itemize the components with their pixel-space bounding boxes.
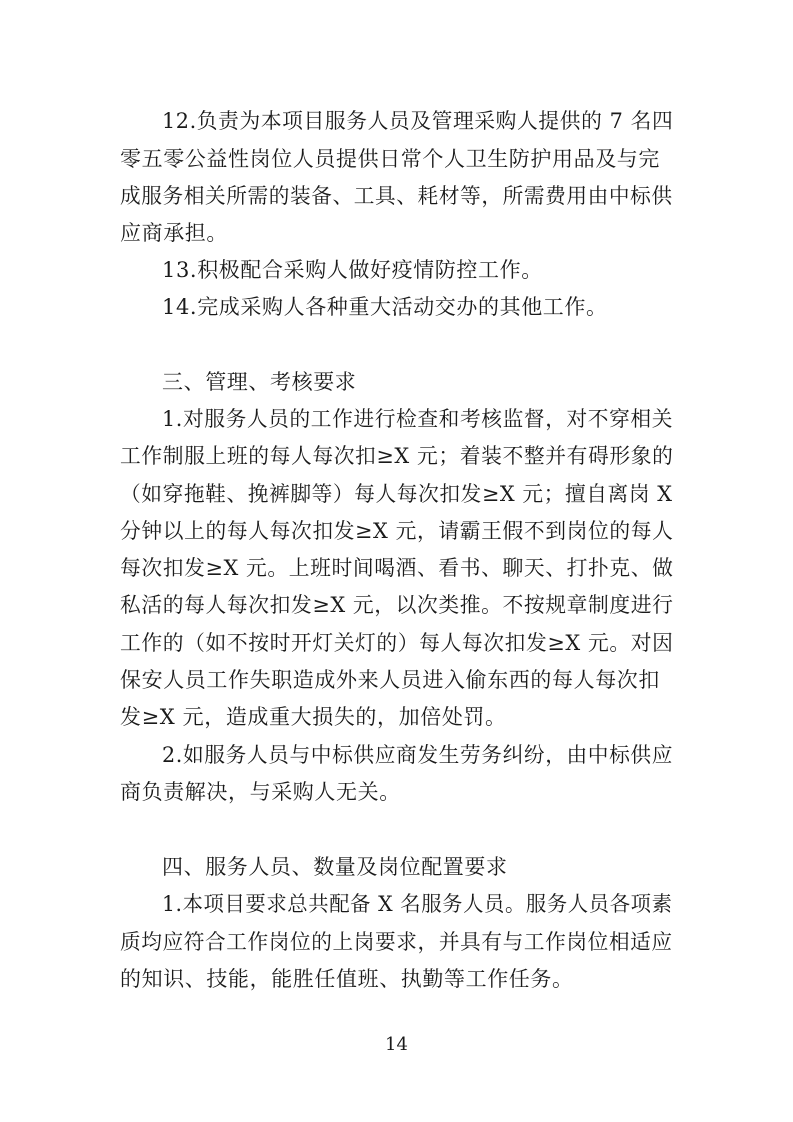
section-3-item-1-line-1: 1.对服务人员的工作进行检查和考核监督，对不穿相关 [162,407,674,431]
item-12-line-1: 12.负责为本项目服务人员及管理采购人提供的 7 名四 [162,109,674,133]
section-3-item-2-line-1: 2.如服务人员与中标供应商发生劳务纠纷，由中标供应 [162,743,674,767]
item-12-line-4: 应商承担。 [120,221,228,245]
section-3-item-1-line-6: 私活的每人每次扣发≥X 元，以次类推。不按规章制度进行 [120,593,674,617]
section-3-item-1-line-3: （如穿拖鞋、挽裤脚等）每人每次扣发≥X 元；擅自离岗 X [120,482,673,506]
section-3-item-2-line-2: 商负责解决，与采购人无关。 [120,780,401,804]
section-3-item-1-line-8: 保安人员工作失职造成外来人员进入偷东西的每人每次扣 [120,668,660,692]
section-4-item-1-line-3: 的知识、技能，能胜任值班、执勤等工作任务。 [120,967,574,991]
section-3-item-1-line-2: 工作制服上班的每人每次扣≥X 元；着装不整并有碍形象的 [120,444,674,468]
section-3-item-1-line-5: 每次扣发≥X 元。上班时间喝酒、看书、聊天、打扑克、做 [120,556,674,580]
item-12-line-3: 成服务相关所需的装备、工具、耗材等，所需费用由中标供 [120,184,673,208]
section-4-heading: 四、服务人员、数量及岗位配置要求 [162,855,508,879]
section-3-item-1-line-9: 发≥X 元，造成重大损失的，加倍处罚。 [120,705,507,729]
item-12-line-2: 零五零公益性岗位人员提供日常个人卫生防护用品及与完 [120,147,660,171]
section-4-item-1-line-2: 质均应符合工作岗位的上岗要求，并具有与工作岗位相适应 [120,930,673,954]
page-number: 14 [385,1034,408,1055]
section-4-item-1-line-1: 1.本项目要求总共配备 X 名服务人员。服务人员各项素 [162,892,673,916]
item-14-line-1: 14.完成采购人各种重大活动交办的其他工作。 [162,295,608,319]
section-3-item-1-line-4: 分钟以上的每人每次扣发≥X 元，请霸王假不到岗位的每人 [120,519,674,543]
section-3-item-1-line-7: 工作的（如不按时开灯关灯的）每人每次扣发≥X 元。对因 [120,631,674,655]
section-3-heading: 三、管理、考核要求 [162,370,357,394]
item-13-line-1: 13.积极配合采购人做好疫情防控工作。 [162,258,543,282]
